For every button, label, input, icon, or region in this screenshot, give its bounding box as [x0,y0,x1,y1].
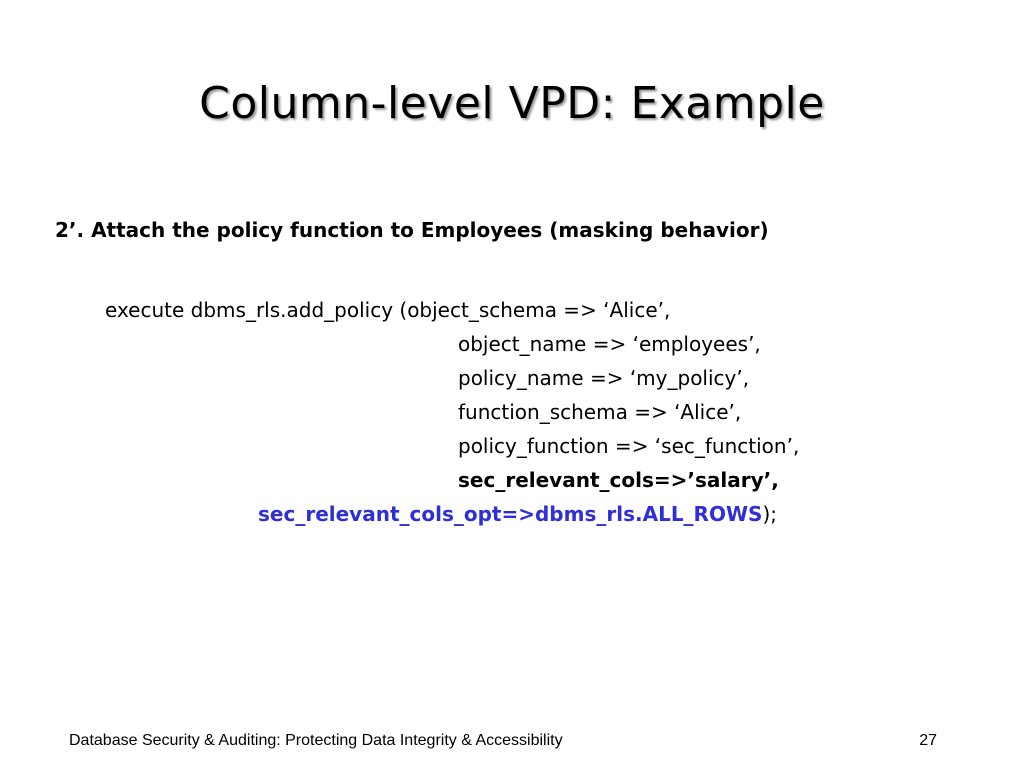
step-heading: 2’. Attach the policy function to Employees (masking behavior) [55,218,769,242]
code-line-closing: ); [762,502,777,526]
code-line-sec-relevant-cols-opt [258,502,777,526]
footer-course-title: Database Security & Auditing: Protecting Data Integrity & Accessibility [69,732,563,749]
code-line-policy-name: policy_name => ‘my_policy’, [458,366,750,390]
slide-title: Column-level VPD: Example [199,78,825,129]
code-line-sec-relevant-cols: sec_relevant_cols=>’salary’, [458,468,779,492]
highlighted-option: sec_relevant_cols_opt=>dbms_rls.ALL_ROWS [258,502,763,526]
code-line-function-schema: function_schema => ‘Alice’, [458,400,742,424]
code-line-execute: execute dbms_rls.add_policy (object_schema => ‘Alice’, [105,298,671,322]
code-line-policy-function: policy_function => ‘sec_function’, [458,434,800,458]
code-line-object-name: object_name => ‘employees’, [458,332,761,356]
page-number: 27 [919,732,937,749]
